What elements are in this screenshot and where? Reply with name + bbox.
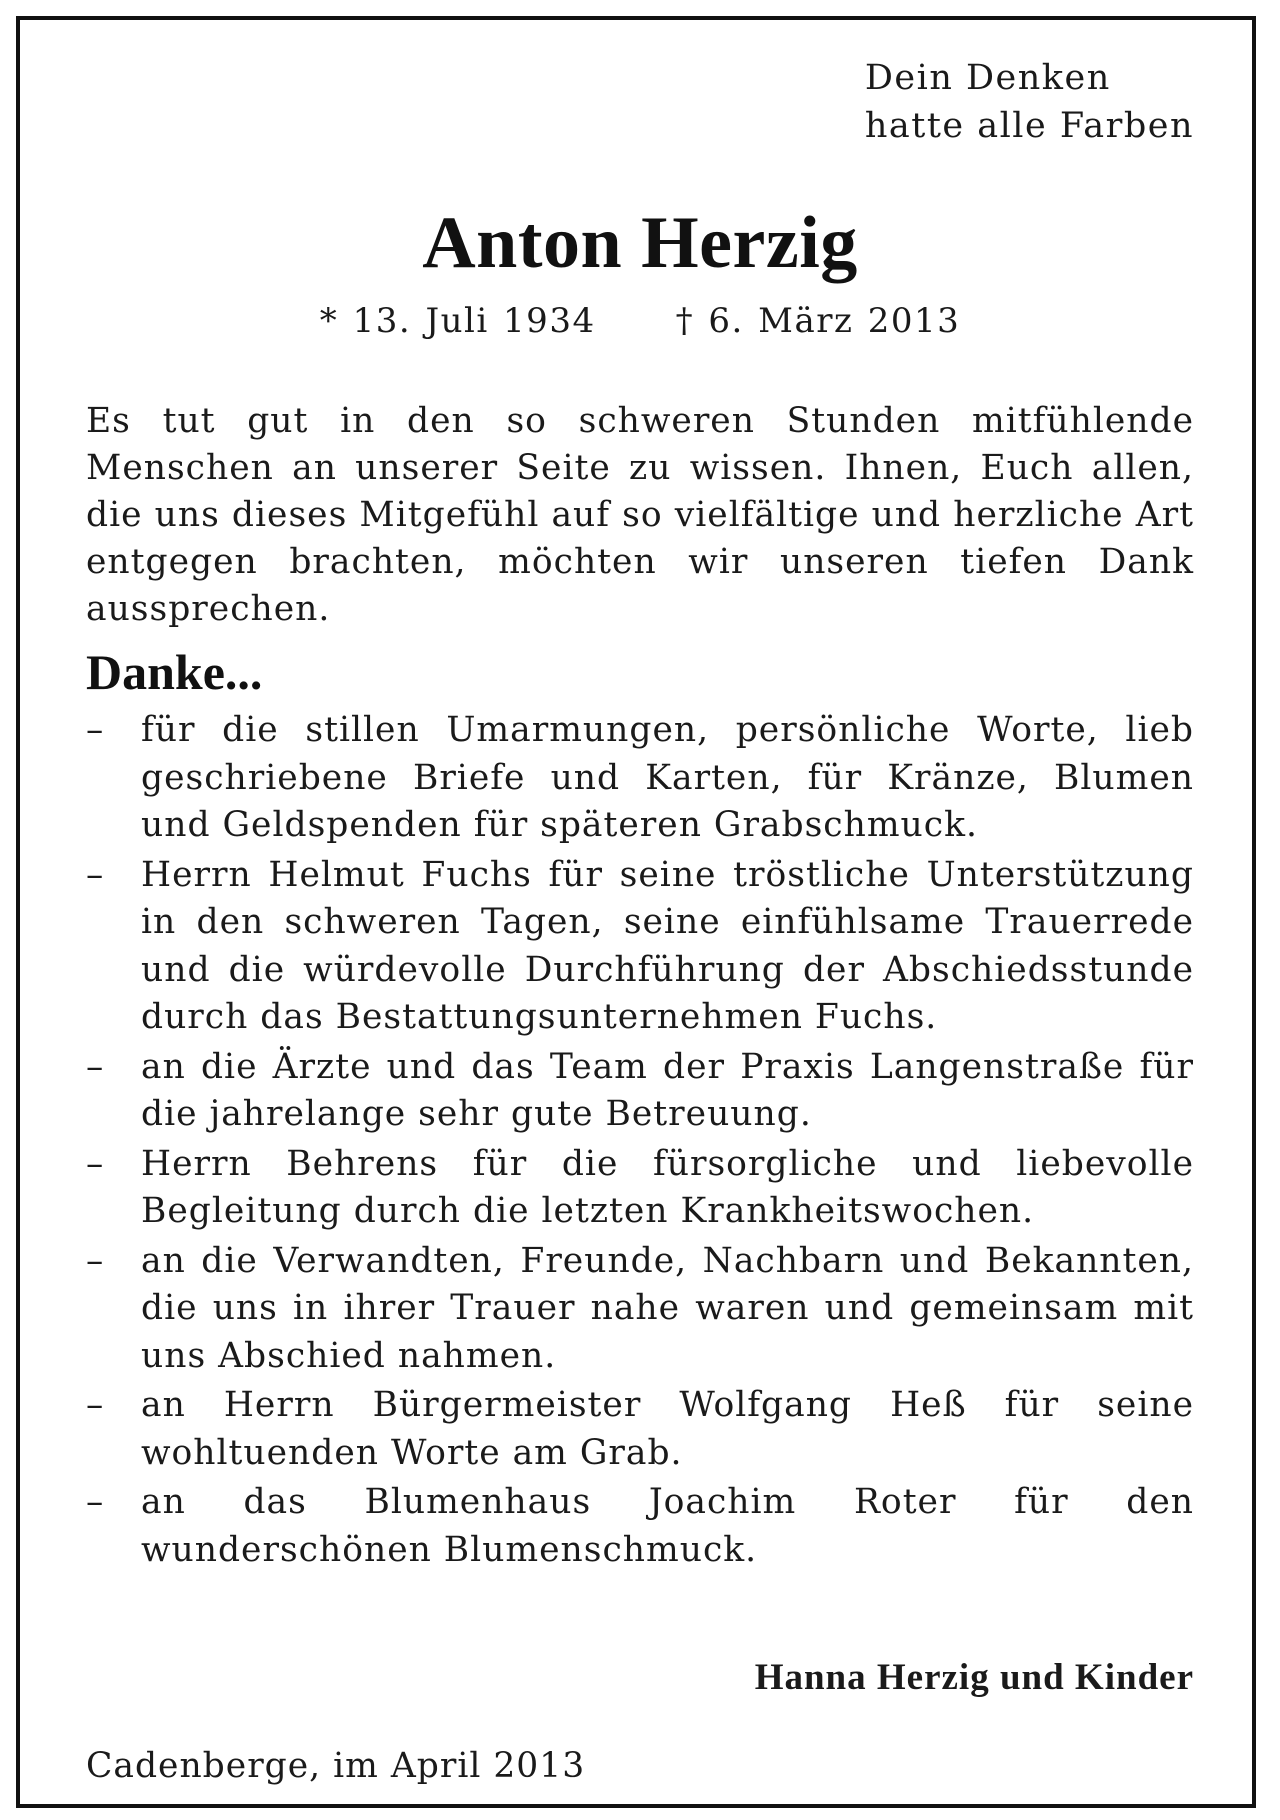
thanks-list [86,707,1194,1576]
dash-bullet: – [86,854,105,895]
list-item [86,852,1194,1042]
list-item-text: an die Ärzte und das Team der Praxis Langenstraße für die jahrelange sehr gute Betreuung. [141,1046,1194,1134]
list-item-text: an die Verwandten, Freunde, Nachbarn und Bekannten, die uns in ihrer Trauer nahe waren und gemeinsam mit uns Abschied nahmen. [141,1240,1194,1376]
dash-bullet: – [86,710,105,750]
list-item-text: an Herrn Bürgermeister Wolfgang Heß für seine wohltuenden Worte am Grab. [141,1385,1194,1473]
motto-line-1: Dein Denken [864,58,1111,98]
dash-bullet: – [86,1240,105,1281]
list-item-text: Herrn Behrens für die fürsorgliche und liebevolle Begleitung durch die letzten Krankheitswochen. [141,1143,1194,1231]
dash-bullet: – [86,1482,105,1522]
list-item [86,1141,1194,1236]
dash-bullet: – [86,1385,105,1425]
birth-date: * 13. Juli 1934 [319,301,596,341]
list-item-text: Herrn Helmut Fuchs für seine tröstliche Unterstützung in den schweren Tagen, seine einfühlsame Trauerrede und die würdevolle Durchführung der Abschiedsstunde durch das Bestattungsunternehmen Fuchs. [141,854,1194,1037]
dash-bullet: – [86,1143,105,1184]
life-dates [86,298,1194,344]
list-item-text: an das Blumenhaus Joachim Roter für den wunderschönen Blumenschmuck. [141,1482,1194,1570]
intro-paragraph: Es tut gut in den so schweren Stunden mitfühlende Menschen an unserer Seite zu wissen. Ihnen, Euch allen, die uns dieses Mitgefühl auf so vielfältige und herzliche Art entgegen brachten, möchten wir unseren tiefen Dank aussprechen. [86,401,1194,629]
notice-frame [16,16,1256,1808]
thanks-heading: Danke... [86,644,263,700]
death-date: † 6. März 2013 [675,301,961,341]
list-item [86,1382,1194,1477]
list-item-text: für die stillen Umarmungen, persönliche Worte, lieb geschriebene Briefe und Karten, für Kränze, Blumen und Geldspenden für späteren Grabschmuck. [141,710,1194,845]
place-and-date: Cadenberge, im April 2013 [86,1746,586,1786]
motto-line-2: hatte alle Farben [864,106,1194,146]
list-item [86,1238,1194,1381]
signature: Hanna Herzig und Kinder [754,1657,1194,1698]
deceased-name: Anton Herzig [422,202,858,284]
list-item [86,1479,1194,1574]
list-item [86,1044,1194,1139]
list-item [86,707,1194,850]
dash-bullet: – [86,1046,105,1087]
motto [865,54,1194,150]
